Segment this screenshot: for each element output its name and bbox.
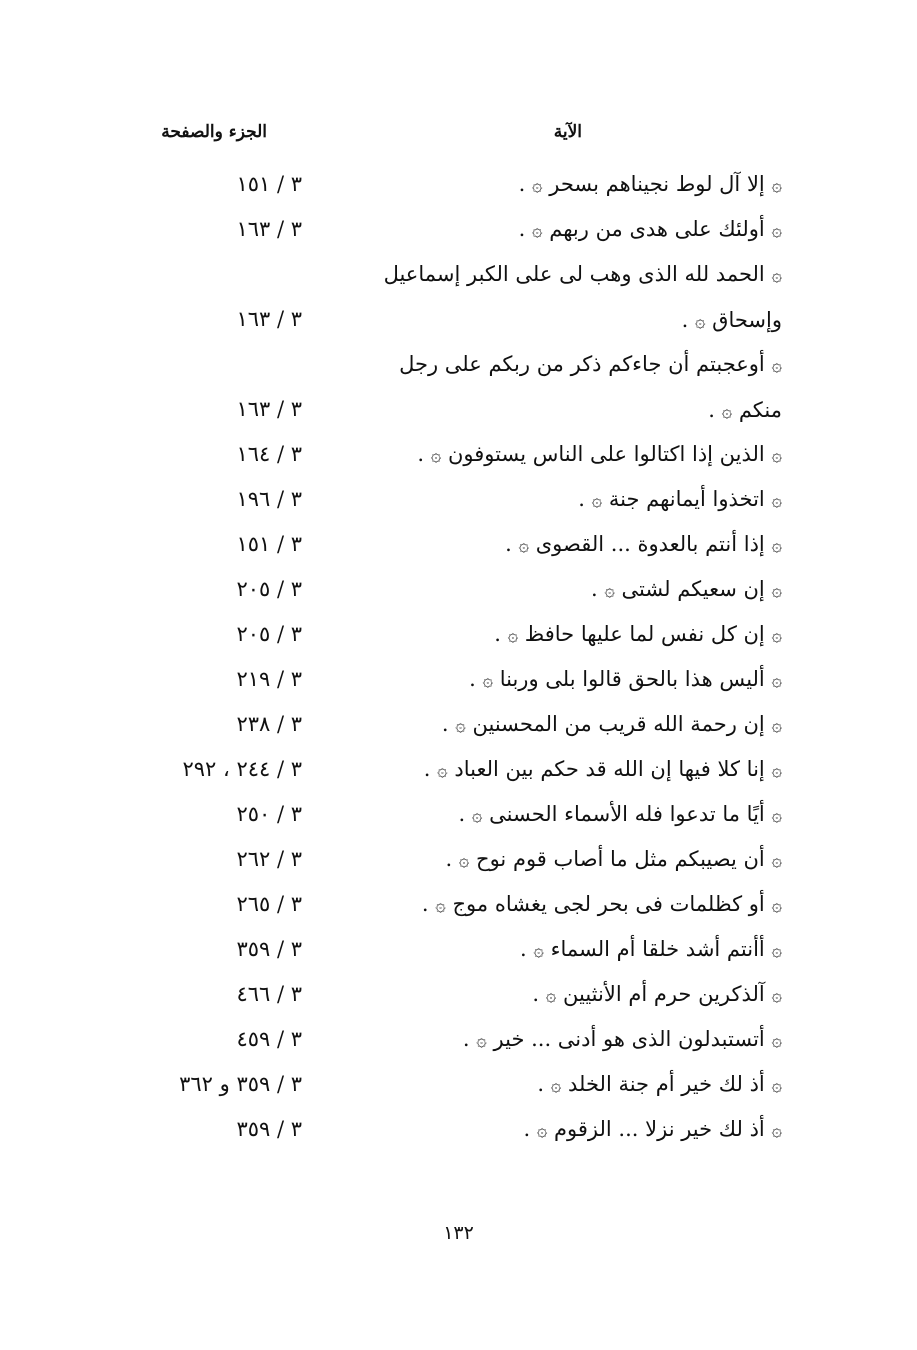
ornate-bracket-close-icon: ۞	[437, 760, 448, 781]
verse-line: ۞ إذا أنتم بالعدوة ... القصوى ۞ .	[505, 532, 782, 556]
verse-line-text: أأنتم أشد خلقا أم السماء	[550, 937, 765, 961]
ornate-bracket-open-icon: ۞	[771, 625, 782, 646]
ornate-bracket-open-icon: ۞	[771, 985, 782, 1006]
verse-line-text: أن يصيبكم مثل ما أصاب قوم نوح	[476, 847, 765, 871]
ornate-bracket-open-icon: ۞	[771, 535, 782, 556]
ornate-bracket-open-icon: ۞	[771, 940, 782, 961]
ornate-bracket-close-icon: ۞	[536, 1120, 548, 1141]
volume-page-reference: ٣ / ١٦٣	[236, 217, 302, 241]
verse-line	[362, 342, 782, 388]
verse-line: ۞ أأنتم أشد خلقا أم السماء ۞ .	[520, 937, 782, 961]
ornate-bracket-close-icon: ۞	[476, 1030, 487, 1051]
table-row	[0, 477, 917, 522]
ornate-bracket-open-icon: ۞	[771, 355, 782, 376]
ornate-bracket-open-icon: ۞	[771, 760, 782, 781]
table-row	[0, 252, 917, 342]
verse-line: وإسحاق ۞ .	[681, 308, 782, 332]
table-row	[0, 972, 917, 1017]
verse-line: ۞ إن كل نفس لما عليها حافظ ۞ .	[494, 622, 782, 646]
ornate-bracket-close-icon: ۞	[694, 311, 706, 332]
table-row	[0, 837, 917, 882]
volume-page-reference: ٣ / ٣٥٩	[236, 937, 302, 961]
verse-index-table	[0, 162, 917, 1152]
verse-text	[362, 342, 782, 434]
verse-text	[362, 522, 782, 568]
verse-line: ۞ الذين إذا اكتالوا على الناس يستوفون ۞ .	[417, 442, 782, 466]
verse-line-text: اتخذوا أيمانهم جنة	[608, 487, 765, 511]
table-row	[0, 702, 917, 747]
table-row	[0, 1107, 917, 1152]
volume-page-reference: ٣ / ٣٥٩	[236, 1117, 302, 1141]
ornate-bracket-close-icon: ۞	[532, 175, 543, 196]
ornate-bracket-close-icon: ۞	[471, 805, 483, 826]
verse-line-text: إلا آل لوط نجيناهم بسحر	[549, 172, 765, 196]
ornate-bracket-open-icon: ۞	[771, 1075, 782, 1096]
reference-column-header: الجزء والصفحة	[161, 122, 267, 142]
page-number: ١٣٢	[443, 1222, 474, 1244]
ornate-bracket-open-icon: ۞	[771, 670, 782, 691]
table-row	[0, 882, 917, 927]
verse-line: ۞ اتخذوا أيمانهم جنة ۞ .	[578, 487, 782, 511]
ornate-bracket-close-icon: ۞	[550, 1075, 562, 1096]
volume-page-reference: ٣ / ٢٦٥	[236, 892, 302, 916]
verse-line: ۞ أليس هذا بالحق قالوا بلى وربنا ۞ .	[469, 667, 782, 691]
verse-line-text: إن رحمة الله قريب من المحسنين	[472, 712, 765, 736]
verse-text	[362, 477, 782, 523]
ornate-bracket-open-icon: ۞	[771, 1120, 782, 1141]
verse-line-text: إنا كلا فيها إن الله قد حكم بين العباد	[454, 757, 765, 781]
ornate-bracket-close-icon: ۞	[435, 895, 446, 916]
verse-text	[362, 882, 782, 928]
verse-line: ۞ أتستبدلون الذى هو أدنى ... خير ۞ .	[462, 1027, 782, 1051]
table-row	[0, 747, 917, 792]
verse-line-text: أو كظلمات فى بحر لجى يغشاه موج	[452, 892, 765, 916]
verse-text	[362, 1017, 782, 1063]
verse-line-text: آلذكرين حرم أم الأنثيين	[563, 982, 765, 1006]
volume-page-reference: ٣ / ٤٦٦	[236, 982, 302, 1006]
verse-line-text: أولئك على هدى من ربهم	[549, 217, 765, 241]
verse-text	[362, 252, 782, 344]
verse-text	[362, 207, 782, 253]
volume-page-reference: ٣ / ١٩٦	[236, 487, 302, 511]
verse-text	[362, 1062, 782, 1108]
verse-text	[362, 567, 782, 613]
ornate-bracket-close-icon: ۞	[604, 580, 615, 601]
table-row	[0, 1062, 917, 1107]
table-row	[0, 342, 917, 432]
ornate-bracket-close-icon: ۞	[721, 401, 733, 422]
verse-line: ۞ أولئك على هدى من ربهم ۞ .	[518, 217, 782, 241]
verse-line-text: الذين إذا اكتالوا على الناس يستوفون	[447, 442, 765, 466]
ornate-bracket-close-icon: ۞	[455, 715, 466, 736]
volume-page-reference: ٣ / ٢١٩	[236, 667, 302, 691]
verse-line-text: أذ لك خير أم جنة الخلد	[568, 1072, 765, 1096]
volume-page-reference: ٣ / ٢٦٢	[236, 847, 302, 871]
verse-column-header: الآية	[553, 122, 582, 142]
ornate-bracket-open-icon: ۞	[771, 850, 782, 871]
table-row	[0, 162, 917, 207]
verse-text	[362, 657, 782, 703]
verse-line: ۞ أذ لك خير أم جنة الخلد ۞ .	[537, 1072, 782, 1096]
verse-text	[362, 927, 782, 973]
ornate-bracket-close-icon: ۞	[518, 535, 530, 556]
verse-text	[362, 162, 782, 208]
verse-line: ۞ أذ لك خير نزلا ... الزقوم ۞ .	[523, 1117, 782, 1141]
volume-page-reference: ٣ / ٢٠٥	[236, 577, 302, 601]
ornate-bracket-open-icon: ۞	[771, 220, 782, 241]
table-row	[0, 1017, 917, 1062]
table-row	[0, 432, 917, 477]
table-row	[0, 522, 917, 567]
verse-line-text: أذ لك خير نزلا ... الزقوم	[554, 1117, 765, 1141]
verse-line: ۞ أن يصيبكم مثل ما أصاب قوم نوح ۞ .	[445, 847, 782, 871]
verse-line: ۞ آلذكرين حرم أم الأنثيين ۞ .	[532, 982, 782, 1006]
verse-line-text: الحمد لله الذى وهب لى على الكبر إسماعيل	[383, 262, 765, 286]
ornate-bracket-close-icon: ۞	[482, 670, 494, 691]
ornate-bracket-open-icon: ۞	[771, 1030, 782, 1051]
ornate-bracket-open-icon: ۞	[771, 805, 782, 826]
verse-text	[362, 612, 782, 658]
verse-line-text: وإسحاق	[712, 308, 782, 332]
volume-page-reference: ٣ / ٤٥٩	[236, 1027, 302, 1051]
ornate-bracket-open-icon: ۞	[771, 580, 782, 601]
verse-line-text: إن سعيكم لشتى	[621, 577, 765, 601]
verse-text	[362, 702, 782, 748]
verse-line: ۞ إن سعيكم لشتى ۞ .	[590, 577, 782, 601]
verse-text	[362, 432, 782, 478]
verse-line: ۞ إنا كلا فيها إن الله قد حكم بين العباد ۞ .	[423, 757, 782, 781]
verse-line: ۞ إلا آل لوط نجيناهم بسحر ۞ .	[518, 172, 782, 196]
ornate-bracket-close-icon: ۞	[430, 445, 442, 466]
volume-page-reference: ٣ / ٣٥٩ و ٣٦٢	[179, 1072, 302, 1096]
volume-page-reference: ٣ / ١٦٣	[236, 307, 302, 331]
verse-line-text: إن كل نفس لما عليها حافظ	[524, 622, 765, 646]
verse-line-text: أيًا ما تدعوا فله الأسماء الحسنى	[489, 802, 765, 826]
verse-text	[362, 747, 782, 793]
table-row	[0, 792, 917, 837]
verse-line-text: أليس هذا بالحق قالوا بلى وربنا	[499, 667, 765, 691]
table-row	[0, 612, 917, 657]
table-row	[0, 927, 917, 972]
verse-line: منكم ۞ .	[708, 398, 782, 422]
verse-text	[362, 972, 782, 1018]
verse-line: ۞ أو كظلمات فى بحر لجى يغشاه موج ۞ .	[421, 892, 782, 916]
table-row	[0, 657, 917, 702]
verse-line-text: أتستبدلون الذى هو أدنى ... خير	[493, 1027, 765, 1051]
ornate-bracket-open-icon: ۞	[771, 490, 782, 511]
verse-text	[362, 837, 782, 883]
volume-page-reference: ٣ / ١٥١	[236, 172, 302, 196]
ornate-bracket-open-icon: ۞	[771, 445, 782, 466]
verse-text	[362, 1107, 782, 1153]
ornate-bracket-open-icon: ۞	[771, 175, 782, 196]
ornate-bracket-open-icon: ۞	[771, 265, 782, 286]
ornate-bracket-open-icon: ۞	[771, 895, 782, 916]
ornate-bracket-close-icon: ۞	[458, 850, 470, 871]
ornate-bracket-close-icon: ۞	[532, 220, 543, 241]
table-row	[0, 567, 917, 612]
table-row	[0, 207, 917, 252]
volume-page-reference: ٣ / ١٦٣	[236, 397, 302, 421]
ornate-bracket-close-icon: ۞	[533, 940, 544, 961]
ornate-bracket-open-icon: ۞	[771, 715, 782, 736]
volume-page-reference: ٣ / ٢٠٥	[236, 622, 302, 646]
ornate-bracket-close-icon: ۞	[591, 490, 603, 511]
volume-page-reference: ٣ / ٢٥٠	[236, 802, 302, 826]
ornate-bracket-close-icon: ۞	[507, 625, 519, 646]
verse-line: ۞ إن رحمة الله قريب من المحسنين ۞ .	[441, 712, 782, 736]
verse-text	[362, 792, 782, 838]
volume-page-reference: ٣ / ٢٣٨	[236, 712, 302, 736]
volume-page-reference: ٣ / ١٦٤	[236, 442, 302, 466]
verse-line-text: أوعجبتم أن جاءكم ذكر من ربكم على رجل	[399, 352, 765, 376]
verse-line: ۞ أيًا ما تدعوا فله الأسماء الحسنى ۞ .	[458, 802, 782, 826]
verse-line-text: منكم	[738, 398, 782, 422]
ornate-bracket-close-icon: ۞	[545, 985, 557, 1006]
volume-page-reference: ٣ / ٢٤٤ ، ٢٩٢	[182, 757, 302, 781]
volume-page-reference: ٣ / ١٥١	[236, 532, 302, 556]
verse-line	[362, 252, 782, 298]
verse-line-text: إذا أنتم بالعدوة ... القصوى	[535, 532, 765, 556]
